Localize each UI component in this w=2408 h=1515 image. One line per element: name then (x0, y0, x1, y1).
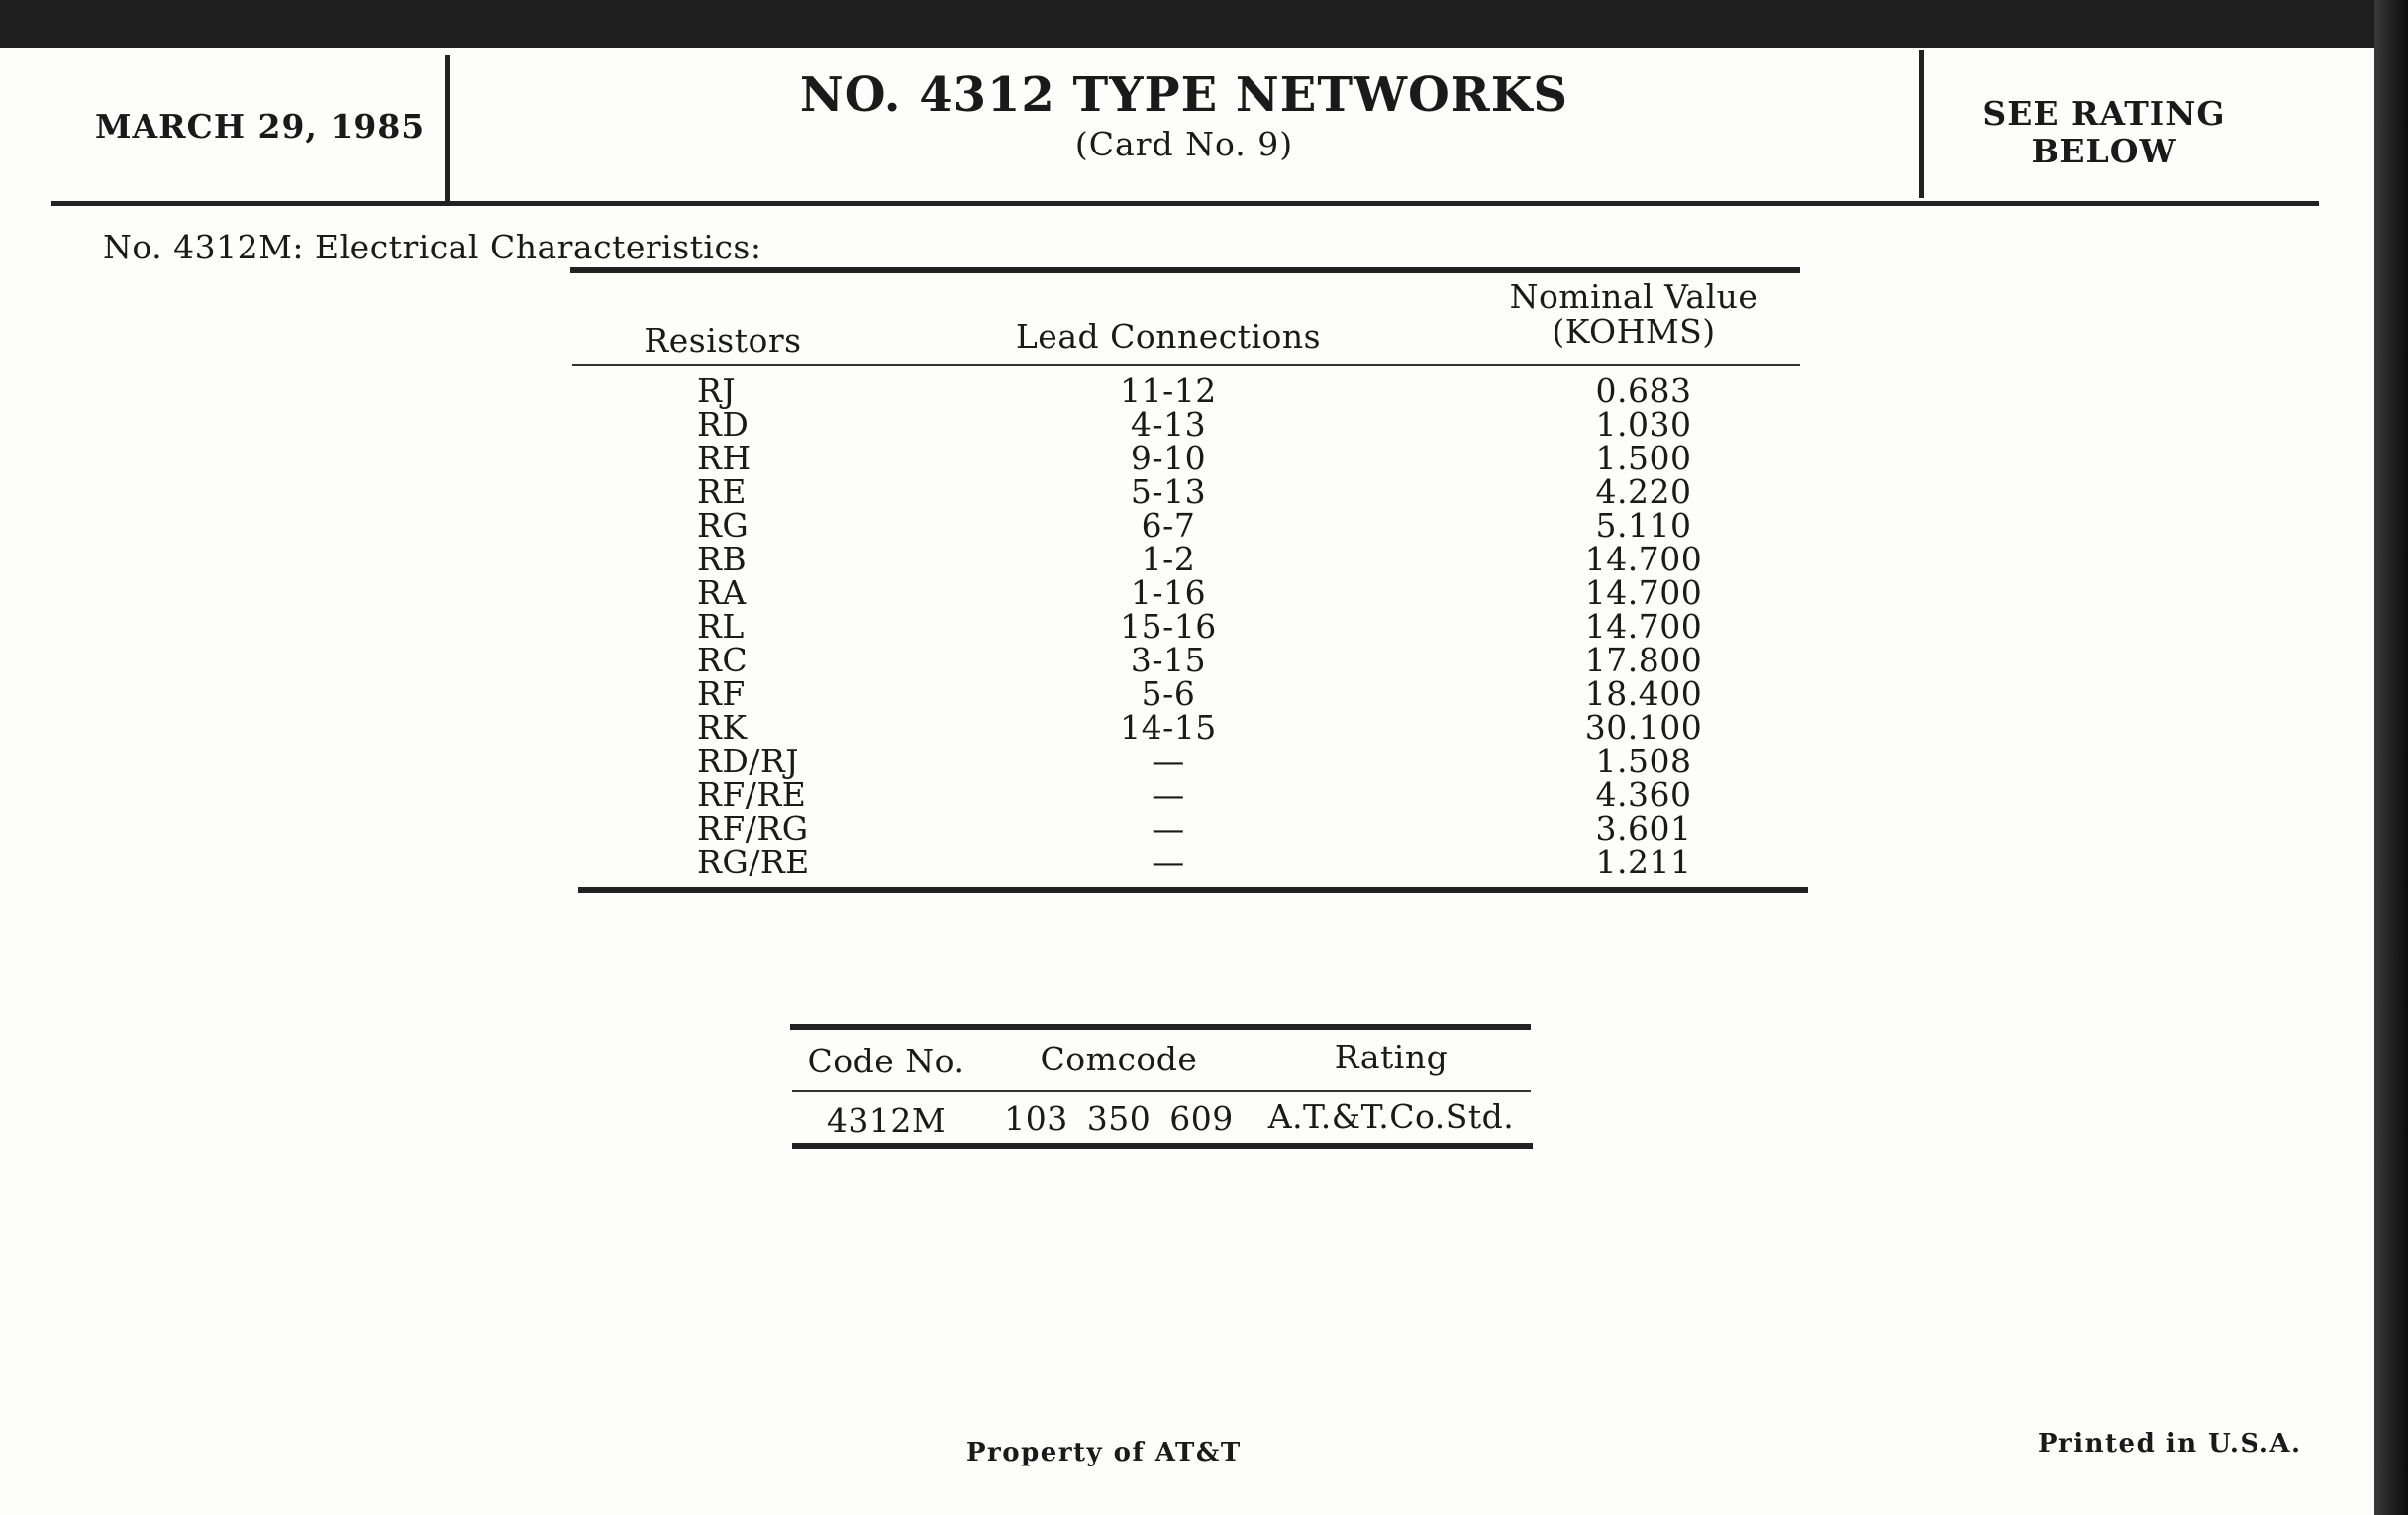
cell-nominal-value: 14.700 (1584, 573, 1703, 612)
cell-resistor: RD (697, 405, 750, 444)
col-header-code-no: Code No. (807, 1042, 965, 1080)
cell-lead-connection: 1-16 (1130, 573, 1207, 612)
cell-lead-connection: 14-15 (1120, 708, 1217, 747)
rating-note-line1: SEE RATING (1982, 94, 2226, 133)
cell-nominal-value: 1.030 (1595, 405, 1692, 444)
cell-rating: A.T.&T.Co.Std. (1267, 1097, 1515, 1136)
table-row (614, 775, 1802, 814)
cell-resistor: RL (697, 607, 745, 646)
col-header-rating: Rating (1334, 1038, 1449, 1076)
footer-printed: Printed in U.S.A. (2038, 1429, 2302, 1459)
header-rule (51, 201, 2319, 206)
cell-nominal-value: 4.220 (1595, 472, 1692, 511)
cell-lead-connection: — (1152, 809, 1185, 848)
cell-resistor: RJ (697, 371, 737, 410)
cell-lead-connection: 4-13 (1130, 405, 1207, 444)
cell-resistor: RA (697, 573, 747, 612)
scan-edge (2374, 0, 2408, 1515)
cell-resistor: RC (697, 641, 749, 679)
col-header-comcode: Comcode (1040, 1040, 1198, 1078)
col-header-lead-connections: Lead Connections (1015, 317, 1322, 355)
cell-lead-connection: — (1152, 775, 1185, 814)
resistor-table-header-rule (572, 364, 1800, 366)
table-row (614, 641, 1802, 679)
table-row (614, 573, 1802, 612)
cell-resistor: RF (697, 674, 746, 713)
table-row (614, 439, 1802, 477)
cell-lead-connection: 5-13 (1130, 472, 1207, 511)
col-header-nominal-value (1455, 279, 1812, 349)
cell-lead-connection: 5-6 (1141, 674, 1196, 713)
page-subtitle: (Card No. 9) (1074, 125, 1294, 163)
col-header-resistors: Resistors (644, 321, 802, 359)
table-row (614, 540, 1802, 578)
table-row (614, 742, 1802, 780)
cell-lead-connection: 15-16 (1120, 607, 1217, 646)
col-header-nominal-value-line2: (KOHMS) (1552, 312, 1716, 351)
header-divider-right (1919, 50, 1924, 198)
cell-nominal-value: 3.601 (1595, 809, 1692, 848)
table-row (614, 607, 1802, 646)
table-row (614, 809, 1802, 848)
table-row (614, 405, 1802, 444)
cell-lead-connection: — (1152, 843, 1185, 881)
cell-resistor: RG/RE (697, 843, 810, 881)
header-rating-note (1926, 95, 2282, 170)
cell-nominal-value: 17.800 (1584, 641, 1703, 679)
cell-nominal-value: 30.100 (1584, 708, 1703, 747)
table-row (614, 843, 1802, 881)
page-title: NO. 4312 TYPE NETWORKS (799, 67, 1569, 123)
cell-nominal-value: 1.508 (1595, 742, 1692, 780)
cell-resistor: RF/RG (697, 809, 809, 848)
cell-nominal-value: 18.400 (1584, 674, 1703, 713)
footer-property: Property of AT&T (966, 1438, 1242, 1467)
cell-lead-connection: — (1152, 742, 1185, 780)
resistor-table-bottom-rule (578, 887, 1808, 893)
cell-nominal-value: 5.110 (1595, 506, 1692, 545)
resistor-table-top-rule (570, 267, 1800, 273)
cell-lead-connection: 6-7 (1141, 506, 1196, 545)
col-header-nominal-value-line1: Nominal Value (1509, 277, 1758, 316)
cell-resistor: RF/RE (697, 775, 807, 814)
section-title: No. 4312M: Electrical Characteristics: (103, 228, 762, 266)
table-row (614, 371, 1802, 410)
cell-resistor: RB (697, 540, 748, 578)
cell-nominal-value: 1.500 (1595, 439, 1692, 477)
resistor-table-body (614, 371, 1802, 881)
rating-note-line2: BELOW (2031, 132, 2177, 170)
table-row (614, 506, 1802, 545)
cell-lead-connection: 9-10 (1130, 439, 1207, 477)
code-table-top-rule (790, 1024, 1531, 1030)
cell-resistor: RD/RJ (697, 742, 799, 780)
table-row (614, 472, 1802, 511)
cell-lead-connection: 11-12 (1120, 371, 1217, 410)
cell-resistor: RK (697, 708, 748, 747)
cell-comcode: 103 350 609 (1004, 1099, 1234, 1138)
table-row (614, 708, 1802, 747)
cell-resistor: RG (697, 506, 750, 545)
cell-nominal-value: 14.700 (1584, 540, 1703, 578)
cell-resistor: RE (697, 472, 747, 511)
cell-nominal-value: 4.360 (1595, 775, 1692, 814)
table-row (614, 674, 1802, 713)
cell-resistor: RH (697, 439, 752, 477)
cell-lead-connection: 3-15 (1130, 641, 1207, 679)
code-table-header-rule (792, 1090, 1531, 1092)
cell-code-no: 4312M (826, 1101, 947, 1140)
cell-nominal-value: 1.211 (1595, 843, 1692, 881)
header-date: MARCH 29, 1985 (95, 107, 426, 146)
cell-lead-connection: 1-2 (1141, 540, 1196, 578)
code-table-bottom-rule (792, 1143, 1533, 1149)
cell-nominal-value: 0.683 (1595, 371, 1692, 410)
cell-nominal-value: 14.700 (1584, 607, 1703, 646)
